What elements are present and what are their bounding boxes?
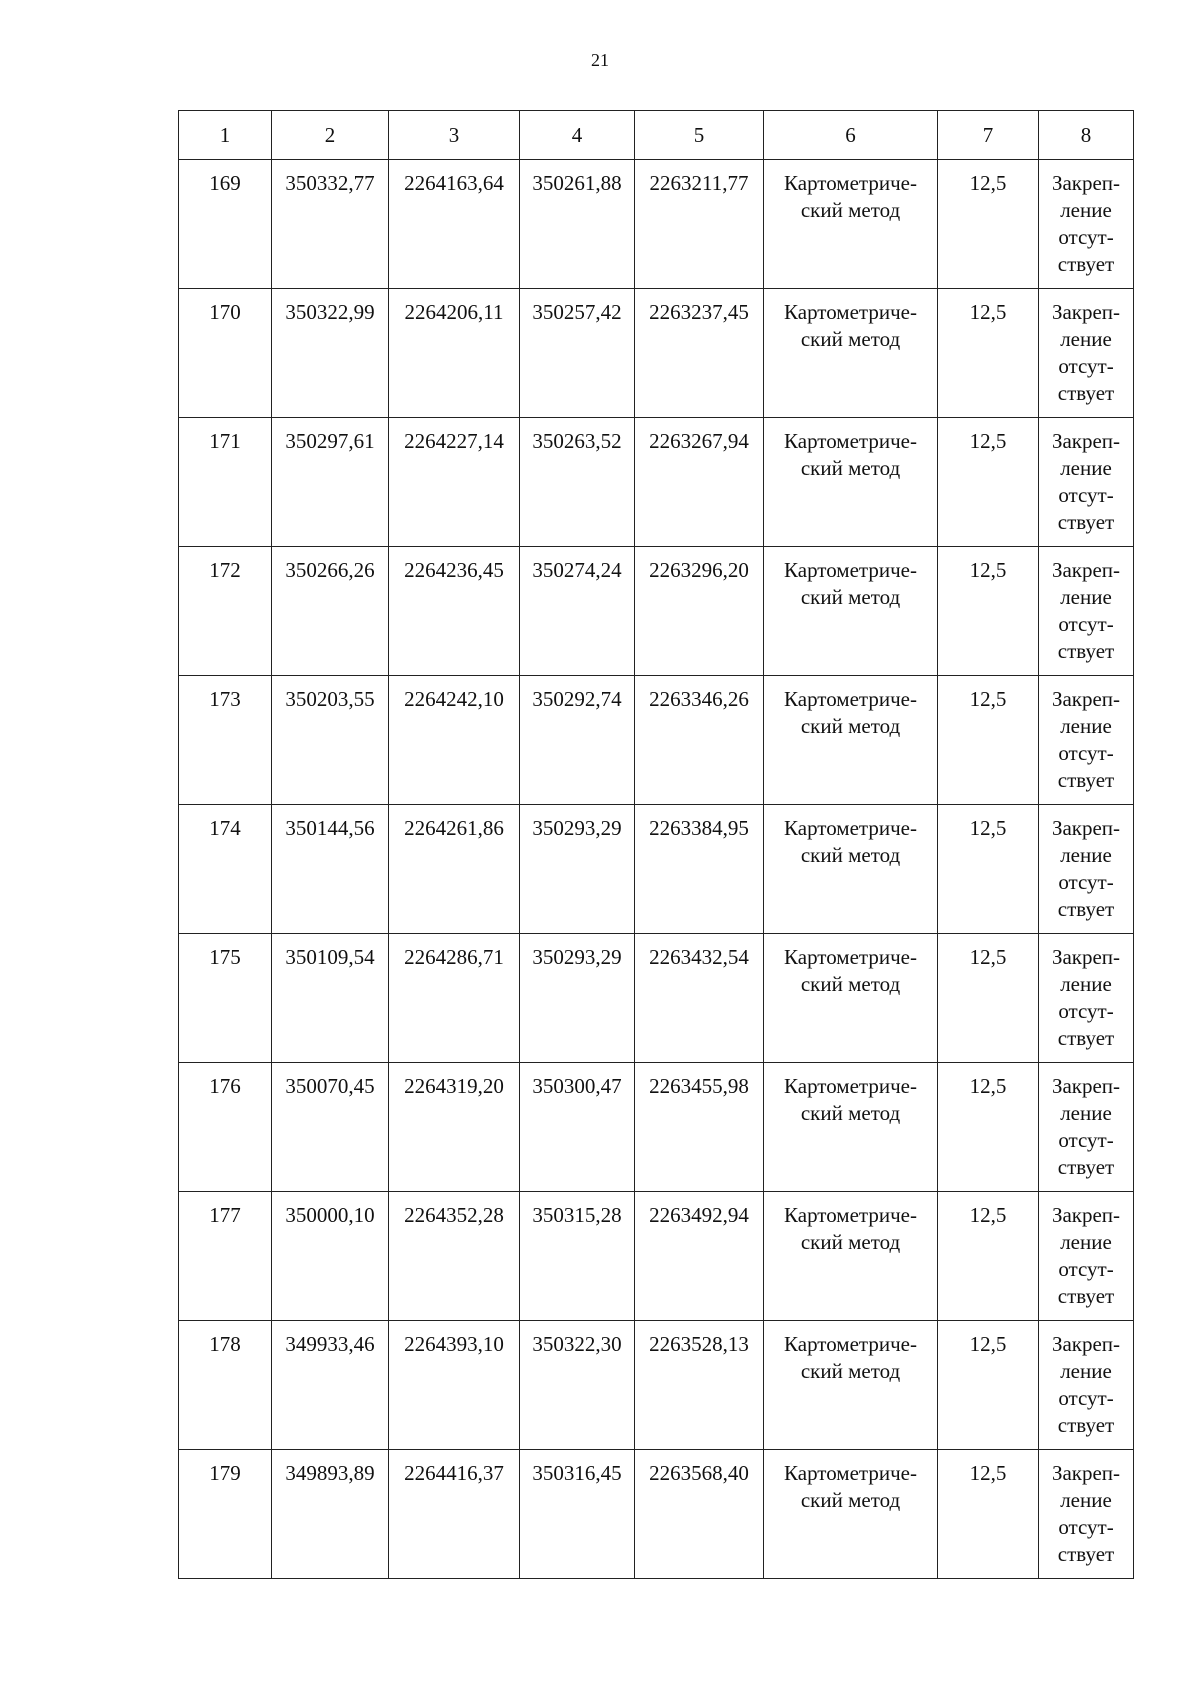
method-cell <box>764 1192 938 1321</box>
x-coordinate-cell: 350109,54 <box>272 934 389 1063</box>
fixing-line: ление <box>1060 327 1112 351</box>
fixing-line: Закреп- <box>1051 1461 1121 1485</box>
x2-coordinate-cell: 350316,45 <box>520 1450 635 1579</box>
accuracy-cell: 12,5 <box>938 1450 1039 1579</box>
table-row <box>179 1063 1134 1192</box>
accuracy-cell: 12,5 <box>938 160 1039 289</box>
x-coordinate-cell: 350203,55 <box>272 676 389 805</box>
method-line: ский метод <box>800 1488 901 1512</box>
x2-coordinate-cell: 350293,29 <box>520 934 635 1063</box>
x2-coordinate-cell: 350300,47 <box>520 1063 635 1192</box>
x-coordinate-cell: 350266,26 <box>272 547 389 676</box>
method-line: ский метод <box>800 1230 901 1254</box>
column-header: 8 <box>1039 111 1134 160</box>
fixing-cell <box>1039 676 1134 805</box>
x-coordinate-cell: 349893,89 <box>272 1450 389 1579</box>
fixing-line: ствует <box>1057 1413 1115 1437</box>
method-cell <box>764 547 938 676</box>
fixing-line: ление <box>1060 456 1112 480</box>
y-coordinate-cell: 2264393,10 <box>389 1321 520 1450</box>
y2-coordinate-cell: 2263346,26 <box>635 676 764 805</box>
column-header: 6 <box>764 111 938 160</box>
y2-coordinate-cell: 2263528,13 <box>635 1321 764 1450</box>
method-cell <box>764 1063 938 1192</box>
method-line: ский метод <box>800 843 901 867</box>
fixing-line: ление <box>1060 1230 1112 1254</box>
fixing-line: Закреп- <box>1051 1074 1121 1098</box>
fixing-line: ствует <box>1057 510 1115 534</box>
y-coordinate-cell: 2264319,20 <box>389 1063 520 1192</box>
accuracy-cell: 12,5 <box>938 805 1039 934</box>
y-coordinate-cell: 2264227,14 <box>389 418 520 547</box>
x-coordinate-cell: 349933,46 <box>272 1321 389 1450</box>
fixing-line: ление <box>1060 198 1112 222</box>
fixing-line: отсут- <box>1058 1386 1114 1410</box>
table-row <box>179 934 1134 1063</box>
x2-coordinate-cell: 350315,28 <box>520 1192 635 1321</box>
fixing-line: ление <box>1060 585 1112 609</box>
fixing-line: ствует <box>1057 1542 1115 1566</box>
x2-coordinate-cell: 350293,29 <box>520 805 635 934</box>
coordinates-table <box>178 110 1134 1579</box>
point-number-cell: 178 <box>179 1321 272 1450</box>
method-line: Картометриче- <box>784 945 917 969</box>
method-line: Картометриче- <box>784 687 917 711</box>
y-coordinate-cell: 2264261,86 <box>389 805 520 934</box>
fixing-line: Закреп- <box>1051 816 1121 840</box>
point-number-cell: 170 <box>179 289 272 418</box>
x-coordinate-cell: 350297,61 <box>272 418 389 547</box>
table-row <box>179 547 1134 676</box>
column-header: 1 <box>179 111 272 160</box>
table-row <box>179 418 1134 547</box>
fixing-cell <box>1039 1192 1134 1321</box>
method-line: Картометриче- <box>784 429 917 453</box>
y-coordinate-cell: 2264286,71 <box>389 934 520 1063</box>
fixing-line: ление <box>1060 843 1112 867</box>
point-number-cell: 176 <box>179 1063 272 1192</box>
method-cell <box>764 676 938 805</box>
x2-coordinate-cell: 350292,74 <box>520 676 635 805</box>
point-number-cell: 171 <box>179 418 272 547</box>
fixing-line: ление <box>1060 1488 1112 1512</box>
point-number-cell: 169 <box>179 160 272 289</box>
x-coordinate-cell: 350144,56 <box>272 805 389 934</box>
table-row <box>179 1192 1134 1321</box>
y2-coordinate-cell: 2263492,94 <box>635 1192 764 1321</box>
accuracy-cell: 12,5 <box>938 289 1039 418</box>
x2-coordinate-cell: 350263,52 <box>520 418 635 547</box>
fixing-line: отсут- <box>1058 612 1114 636</box>
x-coordinate-cell: 350000,10 <box>272 1192 389 1321</box>
fixing-line: ление <box>1060 972 1112 996</box>
column-header: 3 <box>389 111 520 160</box>
fixing-line: Закреп- <box>1051 945 1121 969</box>
fixing-line: ствует <box>1057 381 1115 405</box>
method-line: Картометриче- <box>784 1332 917 1356</box>
y-coordinate-cell: 2264416,37 <box>389 1450 520 1579</box>
method-line: ский метод <box>800 456 901 480</box>
method-cell <box>764 418 938 547</box>
page-number: 21 <box>591 50 609 70</box>
fixing-line: Закреп- <box>1051 687 1121 711</box>
point-number-cell: 175 <box>179 934 272 1063</box>
method-line: Картометриче- <box>784 816 917 840</box>
fixing-cell <box>1039 160 1134 289</box>
column-header: 5 <box>635 111 764 160</box>
fixing-line: отсут- <box>1058 483 1114 507</box>
fixing-line: отсут- <box>1058 354 1114 378</box>
x2-coordinate-cell: 350257,42 <box>520 289 635 418</box>
fixing-line: отсут- <box>1058 225 1114 249</box>
point-number-cell: 172 <box>179 547 272 676</box>
y2-coordinate-cell: 2263455,98 <box>635 1063 764 1192</box>
fixing-line: отсут- <box>1058 999 1114 1023</box>
x2-coordinate-cell: 350322,30 <box>520 1321 635 1450</box>
method-cell <box>764 805 938 934</box>
method-cell <box>764 934 938 1063</box>
table-row <box>179 1450 1134 1579</box>
fixing-line: ствует <box>1057 252 1115 276</box>
y2-coordinate-cell: 2263211,77 <box>635 160 764 289</box>
fixing-line: Закреп- <box>1051 558 1121 582</box>
fixing-line: отсут- <box>1058 870 1114 894</box>
y2-coordinate-cell: 2263267,94 <box>635 418 764 547</box>
x-coordinate-cell: 350332,77 <box>272 160 389 289</box>
accuracy-cell: 12,5 <box>938 1321 1039 1450</box>
method-line: Картометриче- <box>784 558 917 582</box>
method-cell <box>764 1321 938 1450</box>
method-line: ский метод <box>800 327 901 351</box>
fixing-line: ствует <box>1057 1155 1115 1179</box>
fixing-cell <box>1039 418 1134 547</box>
fixing-cell <box>1039 1450 1134 1579</box>
table-row <box>179 160 1134 289</box>
fixing-line: Закреп- <box>1051 1203 1121 1227</box>
method-line: Картометриче- <box>784 171 917 195</box>
fixing-line: ствует <box>1057 1284 1115 1308</box>
table-row <box>179 289 1134 418</box>
method-line: Картометриче- <box>784 300 917 324</box>
fixing-line: ление <box>1060 1359 1112 1383</box>
fixing-line: Закреп- <box>1051 429 1121 453</box>
fixing-line: Закреп- <box>1051 171 1121 195</box>
fixing-cell <box>1039 1321 1134 1450</box>
fixing-line: ление <box>1060 714 1112 738</box>
fixing-line: отсут- <box>1058 1257 1114 1281</box>
point-number-cell: 173 <box>179 676 272 805</box>
y2-coordinate-cell: 2263432,54 <box>635 934 764 1063</box>
y2-coordinate-cell: 2263296,20 <box>635 547 764 676</box>
method-line: ский метод <box>800 585 901 609</box>
method-line: ский метод <box>800 1359 901 1383</box>
accuracy-cell: 12,5 <box>938 547 1039 676</box>
method-line: Картометриче- <box>784 1461 917 1485</box>
accuracy-cell: 12,5 <box>938 934 1039 1063</box>
accuracy-cell: 12,5 <box>938 676 1039 805</box>
fixing-line: Закреп- <box>1051 300 1121 324</box>
table-header-row <box>179 111 1134 160</box>
point-number-cell: 179 <box>179 1450 272 1579</box>
y-coordinate-cell: 2264163,64 <box>389 160 520 289</box>
table-row <box>179 1321 1134 1450</box>
accuracy-cell: 12,5 <box>938 418 1039 547</box>
x2-coordinate-cell: 350261,88 <box>520 160 635 289</box>
column-header: 4 <box>520 111 635 160</box>
fixing-line: ление <box>1060 1101 1112 1125</box>
method-line: ский метод <box>800 972 901 996</box>
method-line: Картометриче- <box>784 1074 917 1098</box>
column-header: 2 <box>272 111 389 160</box>
table-row <box>179 676 1134 805</box>
fixing-cell <box>1039 1063 1134 1192</box>
y2-coordinate-cell: 2263568,40 <box>635 1450 764 1579</box>
y2-coordinate-cell: 2263384,95 <box>635 805 764 934</box>
fixing-cell <box>1039 289 1134 418</box>
y-coordinate-cell: 2264352,28 <box>389 1192 520 1321</box>
fixing-cell <box>1039 934 1134 1063</box>
fixing-line: ствует <box>1057 1026 1115 1050</box>
x-coordinate-cell: 350322,99 <box>272 289 389 418</box>
table-body <box>179 111 1134 1579</box>
y-coordinate-cell: 2264242,10 <box>389 676 520 805</box>
method-cell <box>764 289 938 418</box>
fixing-line: ствует <box>1057 768 1115 792</box>
fixing-line: отсут- <box>1058 741 1114 765</box>
method-line: ский метод <box>800 1101 901 1125</box>
x2-coordinate-cell: 350274,24 <box>520 547 635 676</box>
y-coordinate-cell: 2264236,45 <box>389 547 520 676</box>
column-header: 7 <box>938 111 1039 160</box>
method-line: ский метод <box>800 198 901 222</box>
method-cell <box>764 1450 938 1579</box>
fixing-line: ствует <box>1057 639 1115 663</box>
fixing-line: ствует <box>1057 897 1115 921</box>
accuracy-cell: 12,5 <box>938 1192 1039 1321</box>
fixing-line: Закреп- <box>1051 1332 1121 1356</box>
fixing-line: отсут- <box>1058 1515 1114 1539</box>
y2-coordinate-cell: 2263237,45 <box>635 289 764 418</box>
fixing-cell <box>1039 547 1134 676</box>
fixing-cell <box>1039 805 1134 934</box>
y-coordinate-cell: 2264206,11 <box>389 289 520 418</box>
accuracy-cell: 12,5 <box>938 1063 1039 1192</box>
table-row <box>179 805 1134 934</box>
method-line: ский метод <box>800 714 901 738</box>
point-number-cell: 177 <box>179 1192 272 1321</box>
point-number-cell: 174 <box>179 805 272 934</box>
x-coordinate-cell: 350070,45 <box>272 1063 389 1192</box>
method-line: Картометриче- <box>784 1203 917 1227</box>
method-cell <box>764 160 938 289</box>
fixing-line: отсут- <box>1058 1128 1114 1152</box>
